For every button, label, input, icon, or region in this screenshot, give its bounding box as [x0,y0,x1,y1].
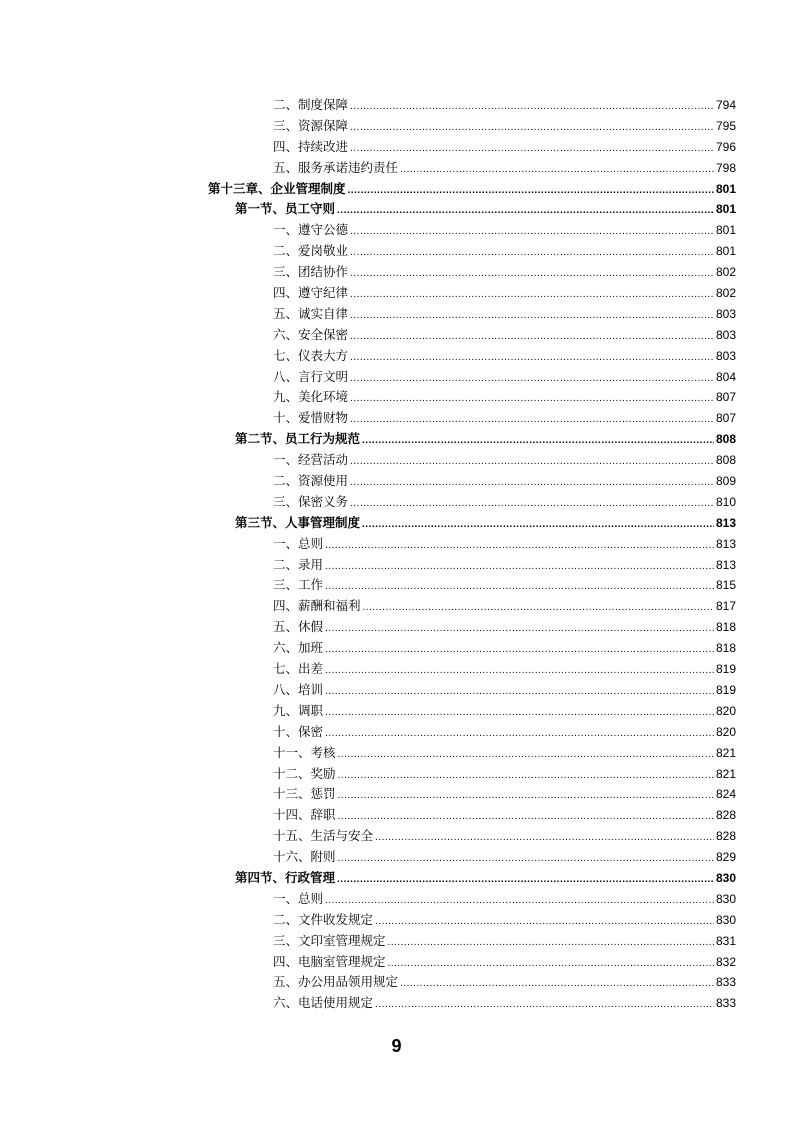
toc-dot-leader [388,933,714,954]
toc-entry-page-number: 794 [715,98,736,112]
toc-entry-title: 十五、生活与安全 [273,828,374,844]
toc-dot-leader [350,327,714,348]
toc-entry-title: 第一节、员工守则 [235,201,336,217]
toc-entry-page-number: 809 [715,474,736,489]
toc-entry-page-number: 803 [715,348,736,363]
toc-entry-page-number: 807 [715,411,736,426]
toc-entry-title: 一、经营活动 [273,452,349,468]
toc-item-entry[interactable] [273,408,793,429]
toc-entry-page-number: 819 [715,682,736,697]
toc-dot-leader [338,745,714,766]
toc-entry-title: 十、爱惜财物 [273,410,349,426]
toc-item-entry[interactable] [273,116,793,137]
toc-entry-page-number: 802 [715,286,736,301]
toc-item-entry[interactable] [273,575,793,596]
toc-entry-title: 五、办公用品领用规定 [273,974,399,990]
toc-dot-leader [350,410,714,431]
toc-item-entry[interactable] [273,659,793,680]
toc-item-entry[interactable] [273,137,793,158]
toc-item-entry[interactable] [273,952,793,973]
toc-dot-leader [350,306,714,327]
toc-dot-leader [388,954,714,975]
toc-dot-leader [350,389,714,410]
toc-entry-page-number: 803 [715,306,736,321]
toc-entry-title: 三、团结协作 [273,264,349,280]
toc-item-entry[interactable] [273,993,793,1014]
toc-entry-title: 一、总则 [273,890,324,906]
toc-entry-page-number: 830 [715,870,736,885]
toc-entry-title: 二、资源使用 [273,473,349,489]
toc-entry-title: 四、薪酬和福利 [273,598,361,614]
toc-entry-title: 四、遵守纪律 [273,285,349,301]
toc-entry-title: 十四、辞职 [273,807,336,823]
toc-item-entry[interactable] [273,283,793,304]
toc-entry-title: 三、工作 [273,577,324,593]
toc-entry-page-number: 828 [715,829,736,844]
toc-dot-leader [325,640,714,661]
toc-item-entry[interactable] [273,847,793,868]
toc-item-entry[interactable] [273,743,793,764]
toc-entry-title: 第十三章、企业管理制度 [208,180,346,196]
toc-dot-leader [325,557,714,578]
toc-entry-title: 十、保密 [273,723,324,739]
toc-dot-leader [325,536,714,557]
toc-item-entry[interactable] [273,826,793,847]
toc-item-entry[interactable] [273,784,793,805]
toc-item-entry[interactable] [273,680,793,701]
toc-entry-title: 一、总则 [273,535,324,551]
toc-entry-title: 一、遵守公德 [273,222,349,238]
toc-item-entry[interactable] [273,722,793,743]
toc-entry-title: 十二、奖励 [273,765,336,781]
toc-entry-page-number: 808 [715,453,736,468]
toc-entry-title: 十六、附则 [273,849,336,865]
toc-entry-title: 五、休假 [273,619,324,635]
toc-entry-title: 五、服务承诺违约责任 [273,159,399,175]
toc-item-entry[interactable] [273,931,793,952]
table-of-contents [0,95,793,1014]
toc-dot-leader [375,912,714,933]
toc-entry-title: 九、美化环境 [273,389,349,405]
toc-item-entry[interactable] [273,304,793,325]
toc-dot-leader [350,348,714,369]
toc-dot-leader [350,369,714,390]
toc-entry-title: 七、仪表大方 [273,347,349,363]
toc-item-entry[interactable] [273,492,793,513]
toc-item-entry[interactable] [273,325,793,346]
toc-dot-leader [362,431,714,452]
toc-entry-page-number: 796 [715,139,736,154]
toc-entry-page-number: 807 [715,390,736,405]
toc-entry-title: 八、培训 [273,681,324,697]
toc-entry-title: 六、加班 [273,640,324,656]
toc-dot-leader [350,243,714,264]
toc-entry-page-number: 820 [715,703,736,718]
toc-entry-page-number: 801 [715,181,736,196]
toc-item-entry[interactable] [273,241,793,262]
toc-dot-leader [325,619,714,640]
toc-entry-page-number: 813 [715,557,736,572]
toc-entry-title: 三、保密义务 [273,493,349,509]
toc-entry-title: 七、出差 [273,661,324,677]
toc-dot-leader [338,807,714,828]
toc-item-entry[interactable] [273,534,793,555]
toc-item-entry[interactable] [273,471,793,492]
toc-dot-leader [350,264,714,285]
toc-item-entry[interactable] [273,638,793,659]
toc-entry-page-number: 829 [715,850,736,865]
toc-section-entry[interactable] [235,513,793,534]
toc-item-entry[interactable] [273,387,793,408]
toc-section-entry[interactable] [235,868,793,889]
toc-item-entry[interactable] [273,764,793,785]
toc-dot-leader [350,139,714,160]
toc-dot-leader [350,473,714,494]
toc-dot-leader [338,786,714,807]
toc-dot-leader [375,828,714,849]
toc-entry-title: 六、安全保密 [273,326,349,342]
toc-section-entry[interactable] [235,199,793,220]
toc-item-entry[interactable] [273,596,793,617]
toc-item-entry[interactable] [273,701,793,722]
toc-entry-page-number: 801 [715,202,736,217]
toc-entry-page-number: 821 [715,745,736,760]
toc-entry-title: 八、言行文明 [273,368,349,384]
toc-entry-title: 四、电脑室管理规定 [273,953,386,969]
toc-entry-page-number: 828 [715,808,736,823]
toc-entry-page-number: 810 [715,494,736,509]
toc-dot-leader [350,494,714,515]
toc-dot-leader [325,891,714,912]
toc-item-entry[interactable] [273,220,793,241]
toc-dot-leader [325,661,714,682]
toc-entry-page-number: 802 [715,265,736,280]
toc-dot-leader [337,870,714,891]
toc-dot-leader [350,222,714,243]
toc-entry-page-number: 831 [715,933,736,948]
toc-item-entry[interactable] [273,367,793,388]
toc-item-entry[interactable] [273,95,793,116]
toc-entry-title: 四、持续改进 [273,138,349,154]
toc-dot-leader [400,974,714,995]
toc-dot-leader [338,766,714,787]
page-number: 9 [391,1036,402,1056]
toc-entry-title: 三、资源保障 [273,117,349,133]
toc-entry-title: 二、制度保障 [273,97,349,112]
toc-entry-page-number: 819 [715,662,736,677]
toc-item-entry[interactable] [273,805,793,826]
toc-chapter-entry[interactable] [208,179,793,200]
toc-entry-page-number: 798 [715,160,736,175]
toc-item-entry[interactable] [273,555,793,576]
toc-item-entry[interactable] [273,262,793,283]
toc-dot-leader [350,97,714,118]
toc-entry-page-number: 818 [715,620,736,635]
toc-dot-leader [350,452,714,473]
toc-item-entry[interactable] [273,910,793,931]
toc-entry-page-number: 803 [715,327,736,342]
toc-entry-title: 十一、考核 [273,744,336,760]
toc-entry-page-number: 832 [715,954,736,969]
toc-entry-page-number: 815 [715,578,736,593]
toc-entry-title: 三、文印室管理规定 [273,932,386,948]
toc-section-entry[interactable] [235,429,793,450]
toc-entry-title: 第四节、行政管理 [235,869,336,885]
toc-entry-title: 十三、惩罚 [273,786,336,802]
toc-item-entry[interactable] [273,617,793,638]
toc-entry-title: 二、录用 [273,556,324,572]
toc-entry-page-number: 801 [715,244,736,259]
toc-entry-page-number: 830 [715,891,736,906]
toc-entry-page-number: 833 [715,996,736,1011]
toc-dot-leader [325,577,714,598]
toc-entry-page-number: 813 [715,536,736,551]
toc-dot-leader [337,201,714,222]
toc-entry-title: 二、文件收发规定 [273,911,374,927]
toc-dot-leader [363,598,714,619]
toc-entry-page-number: 795 [715,118,736,133]
toc-dot-leader [325,703,714,724]
toc-item-entry[interactable] [273,346,793,367]
toc-entry-page-number: 824 [715,787,736,802]
toc-entry-title: 二、爱岗敬业 [273,243,349,259]
toc-item-entry[interactable] [273,889,793,910]
toc-entry-page-number: 813 [715,515,736,530]
toc-dot-leader [325,724,714,745]
toc-item-entry[interactable] [273,972,793,993]
toc-entry-title: 九、调职 [273,702,324,718]
toc-entry-page-number: 820 [715,724,736,739]
toc-dot-leader [375,995,714,1016]
toc-entry-page-number: 818 [715,641,736,656]
toc-entry-page-number: 801 [715,223,736,238]
toc-entry-page-number: 830 [715,912,736,927]
toc-entry-title: 第三节、人事管理制度 [235,514,361,530]
toc-dot-leader [348,181,714,202]
toc-entry-title: 五、诚实自律 [273,305,349,321]
toc-dot-leader [338,849,714,870]
toc-entry-page-number: 821 [715,766,736,781]
toc-dot-leader [350,118,714,139]
toc-entry-page-number: 817 [715,599,736,614]
toc-dot-leader [400,160,714,181]
toc-dot-leader [350,285,714,306]
toc-entry-title: 六、电话使用规定 [273,995,374,1011]
toc-item-entry[interactable] [273,158,793,179]
toc-dot-leader [325,682,714,703]
toc-entry-page-number: 833 [715,975,736,990]
toc-dot-leader [362,515,714,536]
toc-item-entry[interactable] [273,450,793,471]
toc-entry-page-number: 808 [715,432,736,447]
toc-entry-page-number: 804 [715,369,736,384]
toc-entry-title: 第二节、员工行为规范 [235,431,361,447]
